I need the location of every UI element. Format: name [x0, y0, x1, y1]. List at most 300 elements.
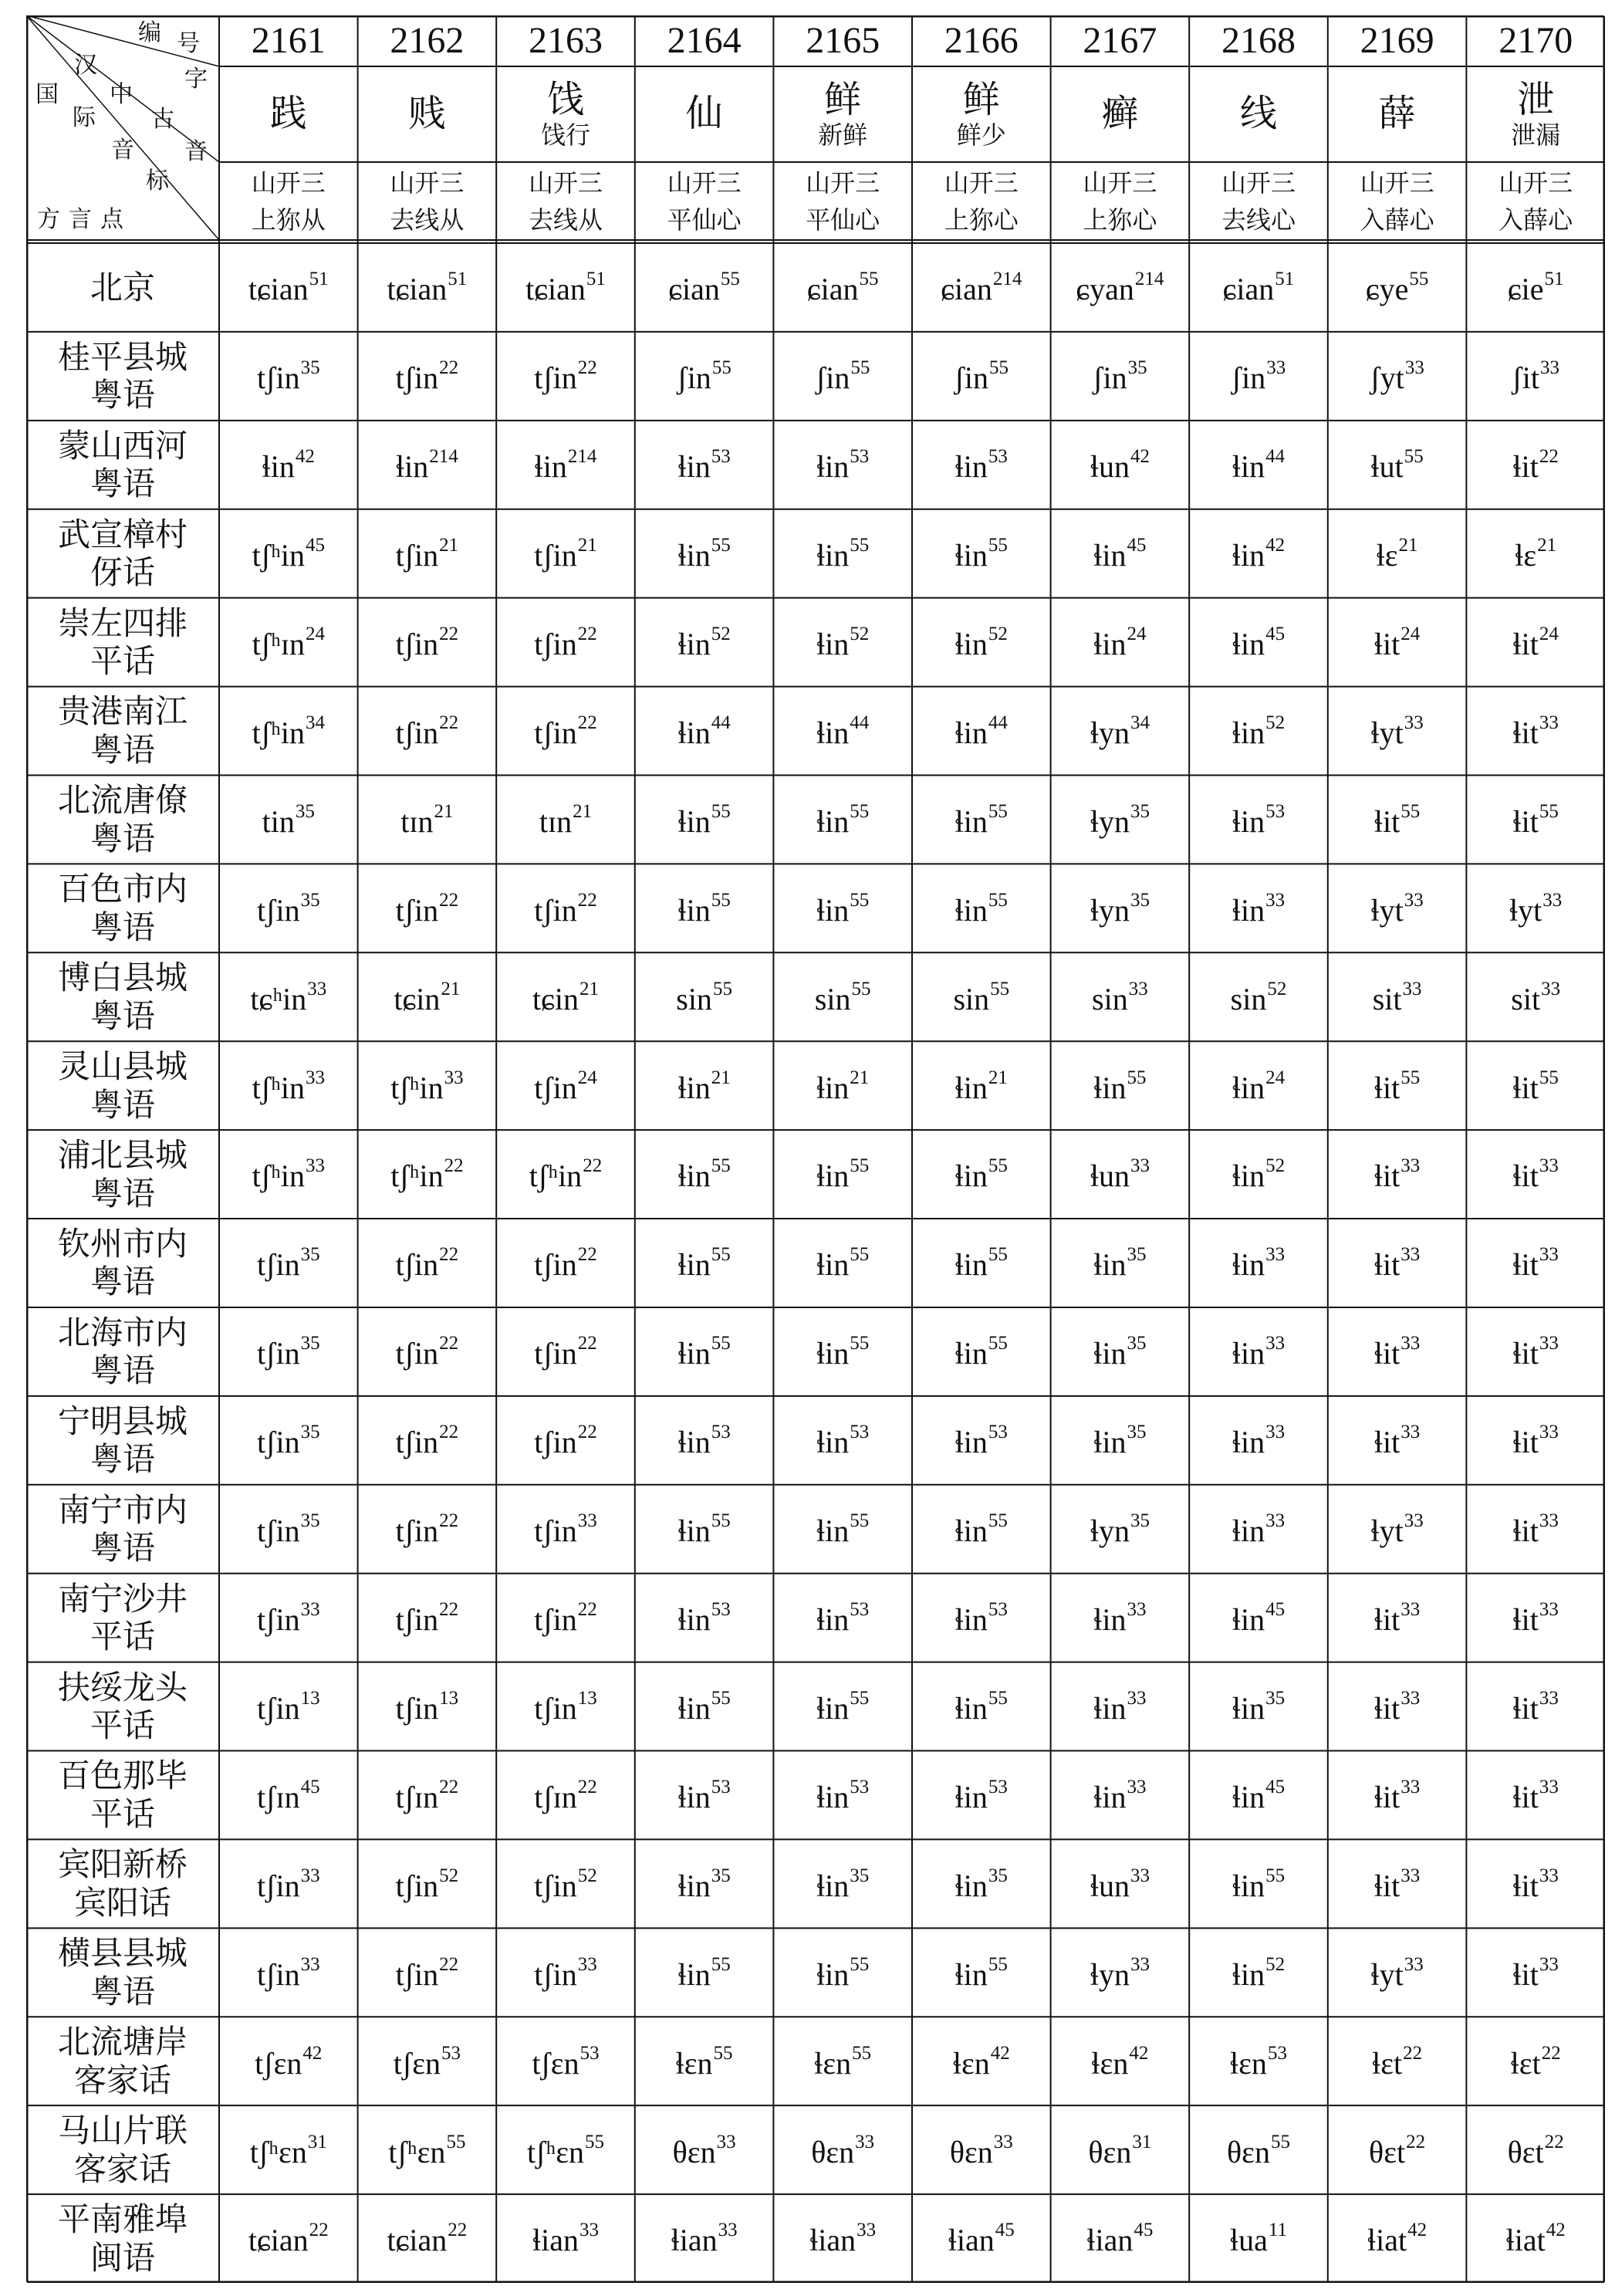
tone-value: 35: [1127, 357, 1147, 379]
location-line: 粤语: [90, 1440, 155, 1479]
pronunciation-cell: [496, 1041, 635, 1130]
ipa-transcription: [807, 269, 879, 306]
ipa-transcription: [387, 269, 468, 306]
pronunciation-cell: [1051, 1041, 1190, 1130]
middle-chinese-line: 山开三: [1498, 167, 1573, 198]
tone-value: 42: [1265, 535, 1286, 556]
pronunciation-cell: [1328, 1574, 1467, 1662]
pronunciation-cell: [912, 775, 1051, 864]
tone-value: 21: [434, 800, 454, 822]
pronunciation-cell: [1328, 775, 1467, 864]
ipa-syllable: ɬin: [1093, 1336, 1127, 1371]
tone-value: 35: [300, 1422, 320, 1443]
ipa-transcription: [539, 801, 592, 838]
ipa-syllable: ɬin: [677, 1956, 711, 1992]
tone-value: 34: [1130, 712, 1150, 733]
ipa-syllable: ɬua: [1230, 2223, 1268, 2258]
pronunciation-cell: [1328, 1307, 1467, 1396]
pronunciation-cell: [219, 1928, 358, 2017]
middle-chinese-cell: [219, 162, 358, 240]
tone-value: 42: [1129, 2042, 1149, 2064]
tone-value: 33: [1400, 1422, 1421, 1443]
tone-value: 33: [1130, 1155, 1150, 1177]
ipa-transcription: [1093, 1599, 1146, 1636]
middle-chinese-line: 上狝从: [251, 205, 326, 235]
ipa-syllable: ɬit: [1512, 1336, 1539, 1371]
pronunciation-cell: [1051, 1574, 1190, 1662]
tone-value: 53: [988, 1776, 1008, 1797]
tone-value: 55: [713, 2042, 733, 2064]
ipa-transcription: [390, 1067, 463, 1104]
tone-value: 55: [988, 1510, 1008, 1532]
ipa-transcription: [1232, 712, 1285, 749]
han-character: 癣: [1101, 92, 1139, 136]
ipa-transcription: [1230, 2220, 1287, 2257]
tone-value: 22: [439, 624, 459, 644]
ipa-syllable: tʃin: [534, 1336, 577, 1371]
ipa-syllable: ɬin: [816, 538, 850, 573]
tone-value: 52: [850, 624, 870, 644]
ipa-syllable: ɬin: [677, 803, 711, 839]
pronunciation-cell: [912, 1662, 1051, 1751]
corner-label-middle-chinese: 中: [110, 81, 133, 108]
location-line: 北京: [90, 268, 155, 306]
pronunciation-cell: [1051, 1662, 1190, 1751]
ipa-transcription: [1515, 535, 1556, 572]
ipa-syllable: ɬit: [1373, 1690, 1400, 1726]
ipa-syllable: tʃin: [534, 1868, 577, 1903]
tone-value: 35: [1127, 1244, 1147, 1266]
ipa-transcription: [1230, 2043, 1287, 2080]
pronunciation-cell: [635, 243, 774, 332]
tone-value: 33: [718, 2220, 738, 2241]
pronunciation-cell: [773, 1839, 912, 1928]
tone-value: 55: [712, 978, 732, 999]
tone-value: 55: [988, 1953, 1008, 1975]
tone-value: 55: [1404, 446, 1424, 468]
tone-value: 24: [1265, 1067, 1286, 1088]
ipa-transcription: [1232, 1155, 1285, 1192]
ipa-syllable: sin: [1092, 981, 1128, 1016]
ipa-syllable: ɬiat: [1505, 2223, 1546, 2258]
pronunciation-cell: [1189, 1307, 1328, 1396]
column-character: [496, 66, 635, 162]
ipa-syllable: ɬin: [677, 1602, 711, 1638]
tone-value: 22: [1403, 2042, 1423, 2064]
ipa-syllable: ɬin: [1232, 538, 1265, 573]
pronunciation-cell: [773, 598, 912, 687]
ipa-syllable: ɬit: [1512, 1868, 1539, 1903]
ipa-syllable: ɕian: [668, 272, 720, 307]
ipa-syllable: ɬin: [1093, 1425, 1127, 1460]
middle-chinese-cell: [1466, 162, 1605, 240]
ipa-syllable: tʃʰin: [529, 1158, 583, 1194]
ipa-syllable: ɬit: [1373, 1779, 1400, 1814]
ipa-transcription: [396, 1777, 459, 1814]
pronunciation-cell: [219, 1219, 358, 1307]
ipa-syllable: ɬyt: [1370, 1956, 1404, 1992]
tone-value: 22: [439, 357, 459, 379]
ipa-transcription: [1232, 1954, 1285, 1991]
ipa-transcription: [668, 269, 740, 306]
pronunciation-cell: [358, 1396, 497, 1485]
ipa-transcription: [1232, 1510, 1285, 1547]
ipa-transcription: [816, 1688, 869, 1725]
ipa-transcription: [673, 2132, 736, 2169]
ipa-syllable: ɬin: [954, 1690, 988, 1726]
tone-value: 22: [439, 889, 459, 911]
pronunciation-cell: [496, 421, 635, 509]
ipa-transcription: [816, 535, 869, 572]
ipa-transcription: [1372, 2043, 1422, 2080]
ipa-syllable: ɬun: [1090, 1868, 1130, 1903]
tone-value: 13: [300, 1687, 320, 1709]
pronunciation-cell: [1051, 332, 1190, 421]
pronunciation-cell: [1328, 509, 1467, 598]
tone-value: 11: [1268, 2220, 1287, 2241]
pronunciation-cell: [635, 509, 774, 598]
ipa-transcription: [1506, 2220, 1566, 2257]
ipa-syllable: ɬin: [954, 1336, 988, 1371]
pronunciation-cell: [219, 687, 358, 776]
pronunciation-cell: [358, 598, 497, 687]
pronunciation-cell: [219, 1396, 358, 1485]
ipa-syllable: ɬin: [1232, 1956, 1265, 1992]
ipa-transcription: [816, 1067, 869, 1104]
pronunciation-cell: [773, 1574, 912, 1662]
tone-value: 33: [1130, 1865, 1150, 1886]
ipa-transcription: [1370, 712, 1423, 749]
character-gloss: 新鲜: [818, 120, 868, 150]
ipa-transcription: [394, 979, 460, 1016]
ipa-syllable: tʃin: [257, 1247, 300, 1283]
ipa-syllable: ɬit: [1373, 1425, 1400, 1460]
ipa-syllable: tɕin: [532, 981, 579, 1016]
tone-value: 22: [439, 1953, 459, 1975]
pronunciation-cell: [1328, 1485, 1467, 1574]
ipa-syllable: tʃin: [534, 627, 577, 661]
han-character: 线: [1239, 92, 1277, 136]
pronunciation-cell: [496, 1219, 635, 1307]
pronunciation-cell: [358, 864, 497, 952]
tone-value: 55: [1539, 800, 1559, 822]
ipa-transcription: [1232, 624, 1285, 661]
ipa-syllable: tʃʰɛn: [249, 2134, 307, 2169]
tone-value: 33: [1400, 1865, 1421, 1886]
tone-value: 24: [1539, 624, 1559, 644]
ipa-syllable: tʃin: [257, 1513, 300, 1549]
ipa-transcription: [257, 357, 320, 394]
ipa-syllable: ɬun: [1090, 1158, 1130, 1194]
pronunciation-cell: [912, 509, 1051, 598]
ipa-syllable: ɬin: [1093, 1070, 1127, 1105]
pronunciation-cell: [1328, 864, 1467, 952]
corner-label-phonetic: 国: [35, 81, 59, 108]
pronunciation-cell: [773, 1307, 912, 1396]
ipa-transcription: [1232, 357, 1286, 394]
tone-value: 33: [993, 2131, 1013, 2152]
ipa-transcription: [1231, 979, 1287, 1016]
ipa-syllable: ɬin: [954, 1779, 988, 1814]
tone-value: 33: [300, 1953, 320, 1975]
dialect-location: [26, 421, 219, 509]
ipa-transcription: [1370, 1954, 1423, 1991]
ipa-syllable: ɬin: [1232, 1779, 1265, 1814]
tone-value: 55: [990, 978, 1010, 999]
ipa-transcription: [252, 712, 325, 749]
pronunciation-cell: [219, 1485, 358, 1574]
ipa-syllable: ɬin: [954, 1513, 988, 1549]
ipa-syllable: tʃin: [395, 1956, 439, 1992]
ipa-syllable: ɬɛn: [1091, 2045, 1129, 2081]
ipa-syllable: ɬin: [1093, 1690, 1127, 1726]
tone-value: 33: [444, 1067, 464, 1088]
ipa-syllable: ɬut: [1370, 449, 1404, 485]
ipa-transcription: [1092, 979, 1148, 1016]
ipa-transcription: [677, 1777, 730, 1814]
ipa-syllable: ɬyt: [1370, 715, 1404, 750]
ipa-transcription: [396, 357, 459, 394]
ipa-transcription: [1374, 1865, 1420, 1902]
han-character: 贱: [408, 92, 446, 136]
ipa-syllable: tʃin: [395, 892, 439, 928]
ipa-syllable: ɕian: [941, 272, 992, 307]
ipa-transcription: [1513, 1688, 1559, 1725]
tone-value: 55: [711, 800, 731, 822]
ipa-transcription: [1513, 1333, 1559, 1370]
ipa-syllable: ɬin: [677, 1868, 711, 1903]
ipa-syllable: ʃin: [954, 360, 989, 396]
ipa-syllable: ɬin: [677, 1779, 711, 1814]
location-line: 南宁沙井: [57, 1579, 188, 1618]
ipa-transcription: [955, 535, 1008, 572]
pronunciation-cell: [1189, 332, 1328, 421]
ipa-transcription: [955, 1067, 1008, 1104]
column-character: [773, 66, 912, 162]
pronunciation-cell: [358, 687, 497, 776]
ipa-syllable: tʃin: [534, 715, 577, 750]
tone-value: 45: [300, 1776, 320, 1797]
tone-value: 55: [850, 357, 870, 379]
ipa-transcription: [1513, 1777, 1559, 1814]
ipa-syllable: ɬin: [816, 1513, 850, 1549]
pronunciation-cell: [1189, 1219, 1328, 1307]
ipa-transcription: [396, 1333, 459, 1370]
tone-value: 33: [1404, 1510, 1424, 1532]
tone-value: 22: [577, 1599, 597, 1621]
tone-value: 55: [1539, 1067, 1559, 1088]
location-line: 粤语: [90, 465, 155, 503]
ipa-syllable: ɬin: [677, 1425, 711, 1460]
pronunciation-cell: [219, 952, 358, 1041]
ipa-syllable: ɬɛn: [814, 2045, 852, 2081]
ipa-transcription: [1093, 1777, 1146, 1814]
tone-value: 55: [988, 800, 1008, 822]
tone-value: 35: [300, 1510, 320, 1532]
ipa-syllable: tʃʰin: [252, 1158, 305, 1194]
ipa-transcription: [677, 1688, 730, 1725]
ipa-transcription: [396, 712, 459, 749]
ipa-syllable: tɪn: [539, 803, 573, 839]
ipa-transcription: [1232, 1422, 1285, 1459]
pronunciation-cell: [1328, 421, 1467, 509]
tone-value: 33: [1539, 1333, 1559, 1354]
corner-label-phonetic: 标: [146, 167, 169, 194]
tone-value: 22: [577, 1776, 597, 1797]
ipa-syllable: θɛt: [1507, 2134, 1544, 2169]
tone-value: 214: [1134, 269, 1164, 290]
pronunciation-cell: [1328, 243, 1467, 332]
ipa-syllable: tʃin: [534, 1247, 577, 1283]
tone-value: 35: [1130, 889, 1150, 911]
ipa-syllable: sin: [814, 981, 851, 1016]
ipa-transcription: [677, 1510, 730, 1547]
ipa-syllable: tʃin: [257, 1868, 300, 1903]
pronunciation-cell: [1466, 332, 1605, 421]
tone-value: 33: [1539, 1244, 1559, 1266]
ipa-syllable: tʃin: [534, 1956, 577, 1992]
corner-label-middle-chinese: 古: [151, 106, 174, 133]
ipa-transcription: [257, 1954, 320, 1991]
ipa-transcription: [1232, 1599, 1285, 1636]
pronunciation-cell: [1189, 775, 1328, 864]
pronunciation-cell: [912, 1307, 1051, 1396]
ipa-syllable: ɬin: [1232, 1247, 1265, 1283]
pronunciation-cell: [1189, 1662, 1328, 1751]
pronunciation-cell: [1051, 243, 1190, 332]
ipa-transcription: [1232, 1333, 1285, 1370]
ipa-syllable: ɬin: [954, 449, 988, 485]
ipa-transcription: [534, 1422, 597, 1459]
ipa-syllable: ɬin: [954, 1247, 988, 1283]
ipa-transcription: [1513, 712, 1559, 749]
corner-label-phonetic: 际: [73, 104, 96, 131]
pronunciation-cell: [635, 1928, 774, 2017]
dialect-location: [26, 2194, 219, 2283]
ipa-syllable: sin: [1230, 981, 1267, 1016]
tone-value: 55: [720, 269, 740, 290]
ipa-syllable: ɬit: [1373, 1336, 1400, 1371]
tone-value: 52: [988, 624, 1008, 644]
pronunciation-cell: [912, 2105, 1051, 2194]
ipa-syllable: tʃʰin: [390, 1070, 444, 1105]
location-line: 粤语: [90, 376, 155, 414]
ipa-transcription: [1093, 1244, 1146, 1281]
ipa-syllable: ɬin: [954, 538, 988, 573]
middle-chinese-cell: [912, 162, 1051, 240]
ipa-syllable: ɬit: [1512, 1513, 1539, 1549]
tone-value: 22: [439, 1510, 459, 1532]
tone-value: 33: [577, 1953, 597, 1975]
location-line: 粤语: [90, 1351, 155, 1390]
tone-value: 55: [1270, 2131, 1290, 2152]
pronunciation-cell: [912, 1485, 1051, 1574]
pronunciation-cell: [1328, 2017, 1467, 2105]
pronunciation-cell: [1189, 687, 1328, 776]
pronunciation-cell: [1189, 598, 1328, 687]
column-character: [1466, 66, 1605, 162]
pronunciation-cell: [1189, 1839, 1328, 1928]
ipa-syllable: ɬin: [1232, 1868, 1265, 1903]
ipa-syllable: ɬit: [1512, 715, 1539, 750]
ipa-syllable: tʃin: [257, 892, 300, 928]
ipa-syllable: tʃin: [395, 627, 439, 661]
tone-value: 55: [850, 1155, 870, 1177]
ipa-transcription: [534, 1067, 597, 1104]
ipa-syllable: ʃin: [677, 360, 711, 396]
pronunciation-cell: [1051, 421, 1190, 509]
corner-label-dialect-point: 点: [100, 206, 123, 233]
pronunciation-cell: [219, 598, 358, 687]
ipa-transcription: [534, 1244, 597, 1281]
pronunciation-cell: [912, 1396, 1051, 1485]
tone-value: 55: [850, 535, 870, 556]
ipa-transcription: [677, 712, 730, 749]
ipa-transcription: [257, 1599, 320, 1636]
dialect-location: [26, 1485, 219, 1574]
ipa-transcription: [1374, 1333, 1420, 1370]
pronunciation-cell: [912, 1574, 1051, 1662]
tone-value: 44: [988, 712, 1008, 733]
location-line: 博白县城: [57, 959, 188, 997]
tone-value: 13: [439, 1687, 459, 1709]
ipa-syllable: tʃin: [395, 1425, 439, 1460]
ipa-syllable: ɬin: [954, 1070, 988, 1105]
tone-value: 45: [1265, 624, 1286, 644]
ipa-transcription: [534, 1865, 597, 1902]
ipa-syllable: ɬin: [1093, 1779, 1127, 1814]
ipa-syllable: tʃin: [395, 538, 439, 573]
han-character: 鲜: [962, 77, 1000, 121]
dialect-location: [26, 332, 219, 421]
ipa-syllable: tʃɛn: [393, 2045, 441, 2081]
location-line: 崇左四排: [57, 604, 188, 642]
pronunciation-cell: [635, 2105, 774, 2194]
ipa-transcription: [1508, 2132, 1564, 2169]
tone-value: 53: [988, 446, 1008, 468]
tone-value: 33: [300, 1865, 320, 1886]
ipa-transcription: [1369, 2132, 1425, 2169]
pronunciation-cell: [1051, 1751, 1190, 1840]
pronunciation-cell: [1189, 2105, 1328, 2194]
han-character: 鲜: [824, 77, 862, 121]
ipa-transcription: [394, 2043, 461, 2080]
ipa-transcription: [1090, 1865, 1150, 1902]
ipa-transcription: [1232, 801, 1285, 838]
tone-value: 42: [1546, 2220, 1566, 2241]
ipa-syllable: ɬin: [534, 449, 567, 485]
middle-chinese-line: 山开三: [667, 167, 742, 198]
tone-value: 52: [577, 1865, 597, 1886]
middle-chinese-line: 山开三: [251, 167, 326, 198]
tone-value: 22: [577, 1244, 597, 1266]
pronunciation-cell: [358, 1130, 497, 1219]
location-line: 平话: [90, 642, 155, 681]
corner-label-middle-chinese: 音: [184, 138, 208, 165]
pronunciation-cell: [912, 1928, 1051, 2017]
ipa-syllable: ɬit: [1373, 1158, 1400, 1194]
han-character: 薛: [1378, 92, 1416, 136]
ipa-transcription: [955, 712, 1008, 749]
ipa-syllable: ɬin: [1232, 803, 1265, 839]
column-number: 2166: [944, 20, 1019, 62]
corner-label-han-char: 字: [184, 66, 208, 93]
column-number: 2165: [806, 20, 880, 62]
ipa-transcription: [955, 1865, 1008, 1902]
ipa-syllable: ɬin: [677, 1247, 711, 1283]
tone-value: 52: [439, 1865, 459, 1886]
ipa-transcription: [396, 890, 459, 927]
